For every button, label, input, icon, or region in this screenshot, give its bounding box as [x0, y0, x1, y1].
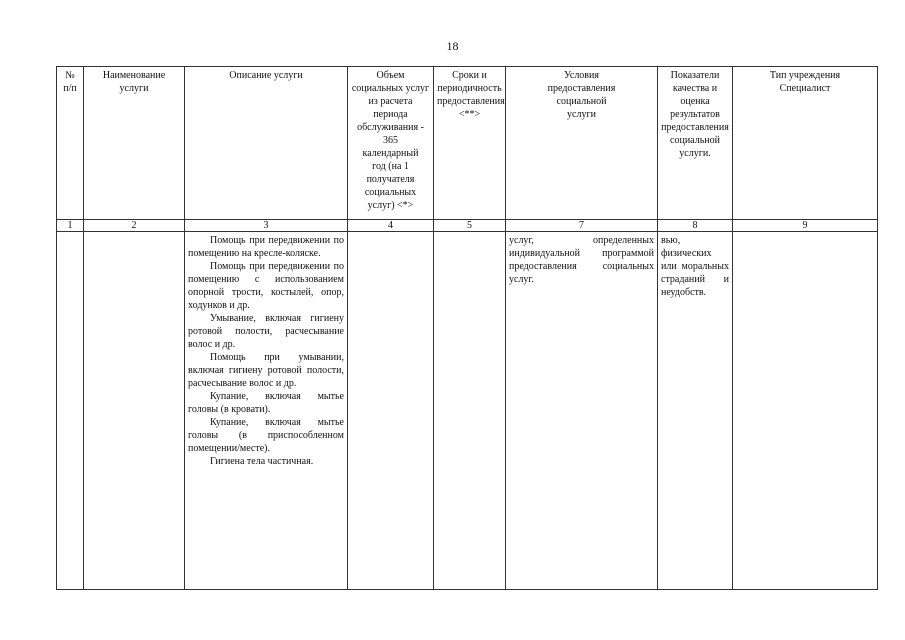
cell-institution-type [733, 232, 878, 590]
cell-service-description [185, 232, 348, 590]
header-service-name: Наименование услуги [84, 67, 185, 220]
description-paragraph: Гигиена тела частичная. [210, 456, 314, 468]
column-number-row [57, 220, 878, 232]
cell-service-name [84, 232, 185, 590]
header-terms: Сроки и периодичность предоставления <**> [434, 67, 506, 220]
column-number: 4 [348, 220, 434, 232]
header-quality: Показатели качества и оценка результатов предоставления социальной услуги. [658, 67, 733, 220]
header-number: № п/п [57, 67, 84, 220]
column-number: 7 [506, 220, 658, 232]
cell-quality: вью, физических или моральных страданий и неудобств. [658, 232, 733, 590]
table-header-row [57, 67, 878, 220]
cell-terms [434, 232, 506, 590]
header-service-description: Описание услуги [185, 67, 348, 220]
column-number: 5 [434, 220, 506, 232]
description-paragraph: Купание, включая мытье головы (в приспособленном помещении/месте). [188, 417, 344, 455]
description-paragraph: Помощь при умывании, включая гигиену ротовой полости, расчесывание волос и др. [188, 352, 344, 390]
column-number: 3 [185, 220, 348, 232]
description-paragraph: Помощь при передвижении по помещению на кресле-коляске. [188, 235, 344, 260]
column-number: 2 [84, 220, 185, 232]
description-paragraph: Купание, включая мытье головы (в кровати). [188, 391, 344, 416]
column-number: 9 [733, 220, 878, 232]
description-paragraph: Помощь при передвижении по помещению с использованием опорной трости, костылей, опор, ходунков и др. [188, 261, 344, 312]
header-conditions: Условия предоставления социальной услуги [506, 67, 658, 220]
table-row [57, 232, 878, 590]
description-paragraph: Умывание, включая гигиену ротовой полости, расчесывание волос и др. [188, 313, 344, 351]
header-institution-type: Тип учреждения Специалист [733, 67, 878, 220]
services-table [56, 66, 878, 590]
cell-volume [348, 232, 434, 590]
column-number: 1 [57, 220, 84, 232]
cell-number [57, 232, 84, 590]
column-number: 8 [658, 220, 733, 232]
header-volume: Объем социальных услуг из расчета периода обслуживания - 365 календарный год (на 1 получателя социальных услуг) <*> [348, 67, 434, 220]
page-number: 18 [446, 39, 459, 53]
cell-conditions: услуг, определенных индивидуальной программой предоставления социальных услуг. [506, 232, 658, 590]
